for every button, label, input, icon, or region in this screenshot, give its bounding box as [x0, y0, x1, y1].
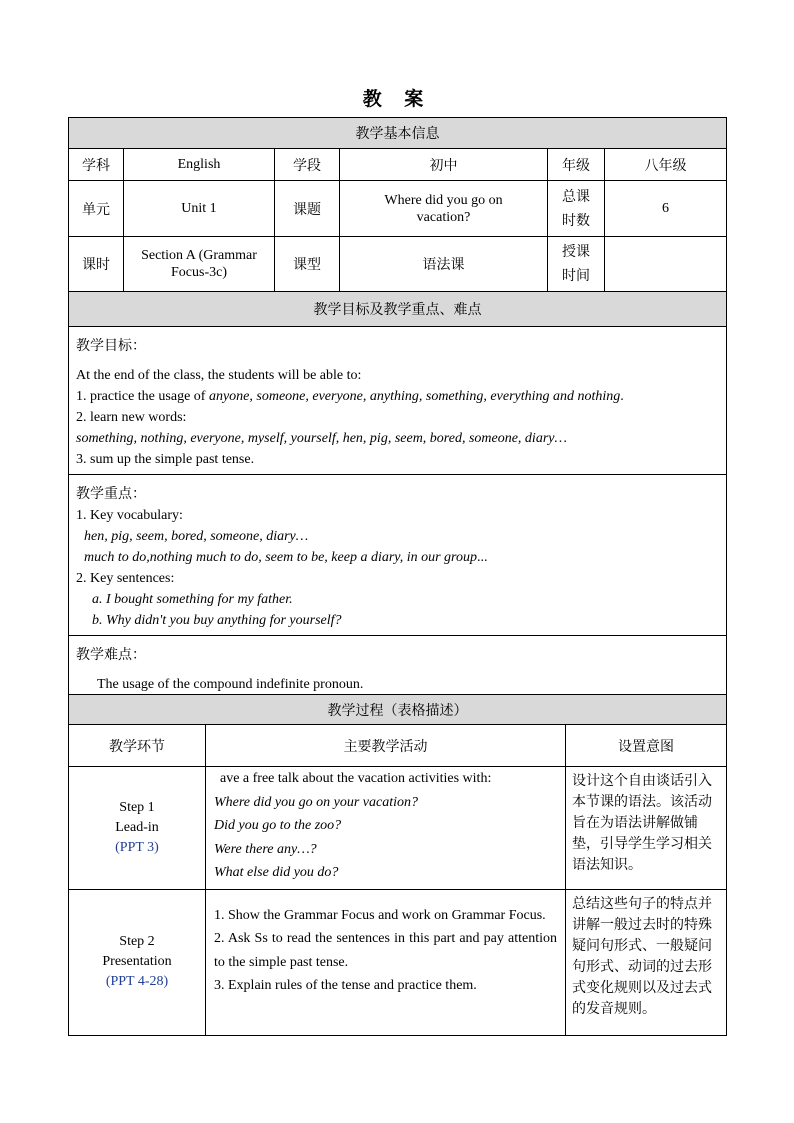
key-sentence-a: a. I bought something for my father. [92, 592, 293, 607]
step-1-activity-line: Were there any…? [214, 841, 317, 857]
step-2-cell [69, 889, 206, 1035]
objectives-header: 教学目标及教学重点、难点 [69, 292, 727, 327]
stage-value: 初中 [340, 149, 548, 181]
step-1-cell [69, 767, 206, 890]
unit-label: 单元 [69, 181, 124, 237]
step-1-number: Step 1 [119, 799, 155, 815]
objectives-table [68, 291, 727, 704]
process-header: 教学过程（表格描述） [69, 695, 727, 725]
process-table [68, 694, 727, 1036]
key-points-section [69, 475, 727, 636]
step-1-activity-intro: ave a free talk about the vacation activities with: [220, 771, 492, 786]
step-2-activities [206, 889, 566, 1035]
goals-title: 教学目标： [76, 338, 146, 354]
col-header-stage: 教学环节 [69, 725, 206, 767]
teaching-goals-section [69, 327, 727, 475]
grade-label: 年级 [548, 149, 605, 181]
stage-label: 学段 [275, 149, 340, 181]
step-2-ppt: (PPT 4-28) [105, 974, 169, 989]
col-header-purpose: 设置意图 [566, 725, 727, 767]
subject-label: 学科 [69, 149, 124, 181]
step-2-activity-line: 3. Explain rules of the tense and practice them. [214, 978, 477, 993]
basic-info-header: 教学基本信息 [69, 118, 727, 149]
period-label: 课时 [69, 237, 124, 292]
key-points-title: 教学重点： [76, 486, 146, 502]
step-1-activities [206, 767, 566, 890]
step-2-activity-line: 2. Ask Ss to read the sentences in this part and pay attention to the simple past tense. [214, 931, 557, 970]
key-sentence-b: b. Why didn't you buy anything for yourself? [92, 613, 342, 628]
lesson-type-value: 语法课 [340, 237, 548, 292]
step-1-activity-line: Where did you go on your vacation? [214, 794, 418, 810]
difficulty-title: 教学难点： [76, 647, 146, 663]
basic-info-table [68, 117, 727, 292]
grade-value: 八年级 [605, 149, 727, 181]
teaching-time-label: 授课时间 [548, 237, 605, 292]
col-header-activity: 主要教学活动 [206, 725, 566, 767]
key-sentences-label: 2. Key sentences: [76, 571, 175, 586]
total-periods-value: 6 [605, 181, 727, 237]
goal-2: 2. learn new words: [76, 410, 187, 425]
step-1-ppt: (PPT 3) [115, 839, 159, 855]
key-vocab-2: much to do,nothing much to do, seem to be, keep a diary, in our group... [84, 550, 488, 565]
page-title: 教 案 [362, 88, 432, 110]
step-1-name: Lead-in [115, 819, 159, 835]
goal-1: 1. practice the usage of anyone, someone, everyone, anything, something, everything and nothing. [76, 389, 624, 404]
step-2-number: Step 2 [119, 934, 155, 949]
step-2-purpose: 总结这些句子的特点并讲解一般过去时的特殊疑问句形式、一般疑问句形式、动词的过去形式变化规则以及过去式的发音规则。 [566, 889, 727, 1035]
lesson-type-label: 课型 [275, 237, 340, 292]
step-2-name: Presentation [102, 954, 172, 969]
topic-value: Where did you go on vacation? [340, 181, 548, 237]
step-2-activity-line: 1. Show the Grammar Focus and work on Grammar Focus. [214, 907, 546, 923]
step-1-activity-line: Did you go to the zoo? [214, 818, 342, 833]
goal-2-words: something, nothing, everyone, myself, yourself, hen, pig, seem, bored, someone, diary… [76, 431, 567, 446]
subject-value: English [124, 149, 275, 181]
total-periods-label: 总课时数 [548, 181, 605, 237]
topic-label: 课题 [275, 181, 340, 237]
goal-3: 3. sum up the simple past tense. [76, 452, 255, 467]
key-vocab-label: 1. Key vocabulary: [76, 508, 183, 523]
step-1-purpose: 设计这个自由谈话引入本节课的语法。该活动旨在为语法讲解做铺垫，引导学生学习相关语法知识。 [566, 767, 727, 890]
difficulty-text: The usage of the compound indefinite pronoun. [97, 677, 364, 692]
key-vocab-1: hen, pig, seem, bored, someone, diary… [84, 529, 309, 544]
step-1-activity-line: What else did you do? [214, 865, 339, 880]
unit-value: Unit 1 [124, 181, 275, 237]
period-value: Section A (Grammar Focus-3c) [124, 237, 275, 292]
goals-intro: At the end of the class, the students will be able to: [76, 368, 362, 383]
teaching-time-value [605, 237, 727, 292]
